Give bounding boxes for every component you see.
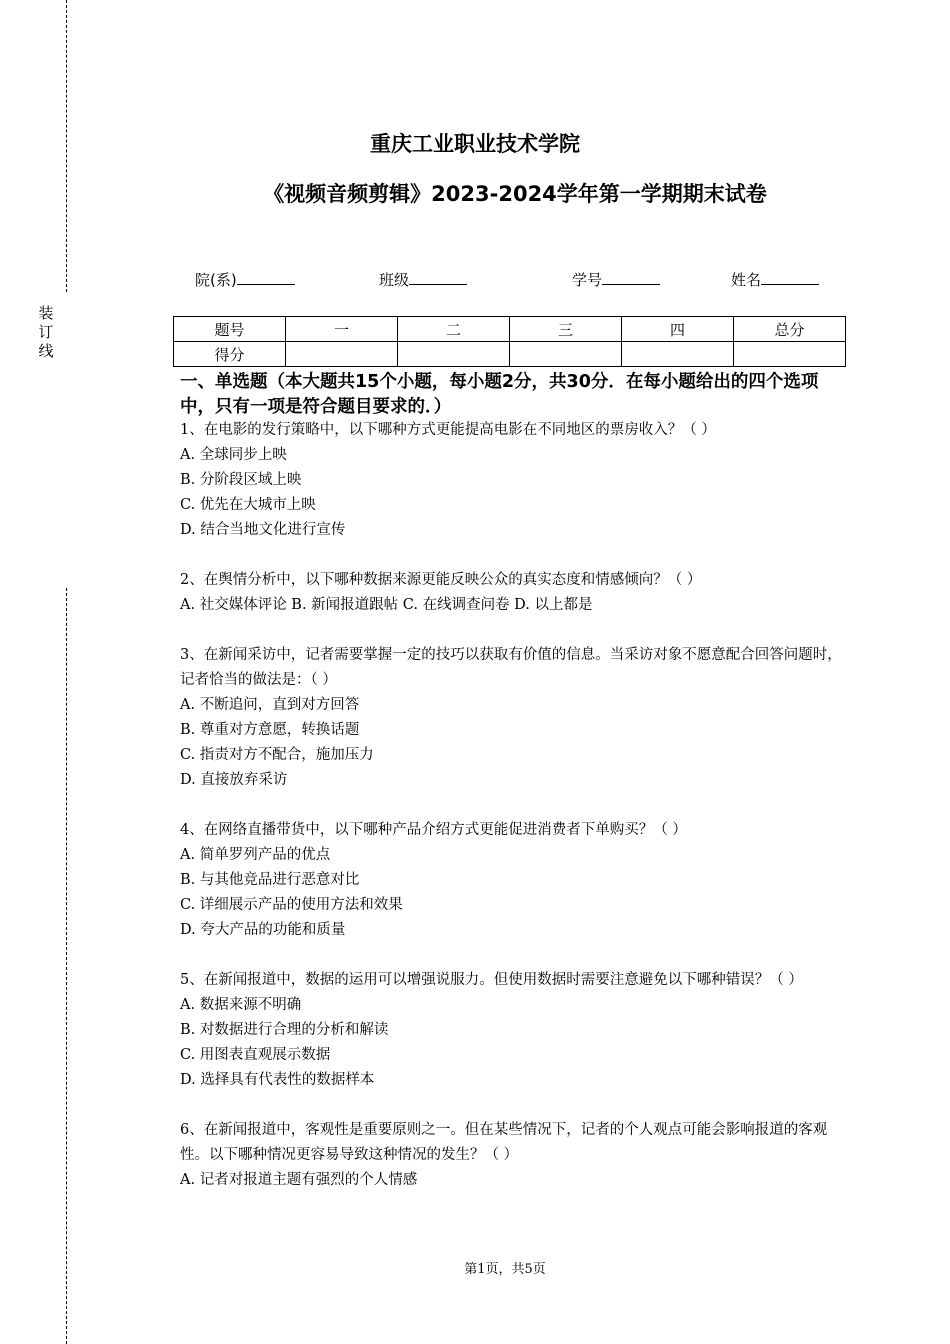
question-stem: 2、在舆情分析中，以下哪种数据来源更能反映公众的真实态度和情感倾向？（ ） <box>180 572 702 588</box>
question-stem: 6、在新闻报道中，客观性是重要原则之一。但在某些情况下，记者的个人观点可能会影响报道的客观性。以下哪种情况更容易导致这种情况的发生？（ ） <box>180 1122 828 1163</box>
question-option: C. 用图表直观展示数据 <box>180 1047 331 1063</box>
page-number: 第1页，共5页 <box>464 1262 546 1277</box>
section-heading: 一、单选题（本大题共15个小题，每小题2分，共30分．在每小题给出的四个选项中，只有一项是符合题目要求的．） <box>180 372 819 417</box>
score-table-cell: 二 <box>398 317 510 342</box>
name-field <box>731 268 819 290</box>
name-label: 姓名 <box>731 271 762 289</box>
question-item <box>180 968 852 1093</box>
question-option: D. 直接放弃采访 <box>180 772 288 788</box>
question-option: C. 优先在大城市上映 <box>180 497 316 513</box>
score-table-cell: 四 <box>622 317 734 342</box>
student-id-label: 学号 <box>572 271 603 289</box>
question-option: A. 数据来源不明确 <box>180 997 302 1013</box>
question-option: D. 选择具有代表性的数据样本 <box>180 1072 375 1088</box>
score-table-header-row <box>174 317 846 342</box>
score-input-cell[interactable] <box>734 342 846 367</box>
score-input-cell[interactable] <box>622 342 734 367</box>
question-item <box>180 568 852 618</box>
score-table-cell: 一 <box>286 317 398 342</box>
question-option: B. 对数据进行合理的分析和解读 <box>180 1022 389 1038</box>
binding-line-bottom <box>66 588 67 1344</box>
question-item <box>180 418 852 543</box>
score-table-cell: 得分 <box>174 342 286 367</box>
exam-title: 《视频音频剪辑》2023-2024学年第一学期期末试卷 <box>263 182 767 206</box>
question-item <box>180 818 852 943</box>
score-table-cell: 三 <box>510 317 622 342</box>
binding-char: 装 <box>38 304 54 322</box>
question-item <box>180 643 852 793</box>
question-option: C. 指责对方不配合，施加压力 <box>180 747 374 763</box>
binding-char: 订 <box>38 323 54 341</box>
binding-char: 线 <box>38 342 54 360</box>
score-input-cell[interactable] <box>398 342 510 367</box>
class-label: 班级 <box>379 271 410 289</box>
question-stem: 4、在网络直播带货中，以下哪种产品介绍方式更能促进消费者下单购买？（ ） <box>180 822 687 838</box>
dept-label: 院(系) <box>195 271 237 289</box>
question-option: A. 全球同步上映 <box>180 447 287 463</box>
dept-blank[interactable] <box>237 268 295 285</box>
question-option: A. 简单罗列产品的优点 <box>180 847 331 863</box>
score-table-score-row <box>174 342 846 367</box>
score-table-cell: 题号 <box>174 317 286 342</box>
question-option: A. 记者对报道主题有强烈的个人情感 <box>180 1172 418 1188</box>
class-blank[interactable] <box>409 268 467 285</box>
score-table-cell: 总分 <box>734 317 846 342</box>
question-option: D. 结合当地文化进行宣传 <box>180 522 346 538</box>
binding-label <box>38 304 54 361</box>
question-item <box>180 1118 852 1193</box>
question-stem: 1、在电影的发行策略中，以下哪种方式更能提高电影在不同地区的票房收入？（ ） <box>180 422 716 438</box>
score-input-cell[interactable] <box>286 342 398 367</box>
score-table <box>173 316 846 367</box>
question-option: B. 与其他竞品进行恶意对比 <box>180 872 360 888</box>
class-field <box>379 268 467 290</box>
question-option: B. 尊重对方意愿，转换话题 <box>180 722 360 738</box>
student-id-field <box>572 268 660 290</box>
score-input-cell[interactable] <box>510 342 622 367</box>
question-option: D. 夸大产品的功能和质量 <box>180 922 346 938</box>
question-list <box>180 418 852 1218</box>
question-option: C. 详细展示产品的使用方法和效果 <box>180 897 403 913</box>
student-id-blank[interactable] <box>602 268 660 285</box>
name-blank[interactable] <box>761 268 819 285</box>
question-stem: 5、在新闻报道中，数据的运用可以增强说服力。但使用数据时需要注意避免以下哪种错误？（ ） <box>180 972 803 988</box>
school-name: 重庆工业职业技术学院 <box>370 132 580 156</box>
question-option: B. 分阶段区域上映 <box>180 472 302 488</box>
question-stem: 3、在新闻采访中，记者需要掌握一定的技巧以获取有价值的信息。当采访对象不愿意配合回答问题时，记者恰当的做法是：（ ） <box>180 647 842 688</box>
dept-field <box>195 268 295 290</box>
question-option: A. 不断追问，直到对方回答 <box>180 697 360 713</box>
question-options-inline: A. 社交媒体评论 B. 新闻报道跟帖 C. 在线调查问卷 D. 以上都是 <box>180 597 593 613</box>
